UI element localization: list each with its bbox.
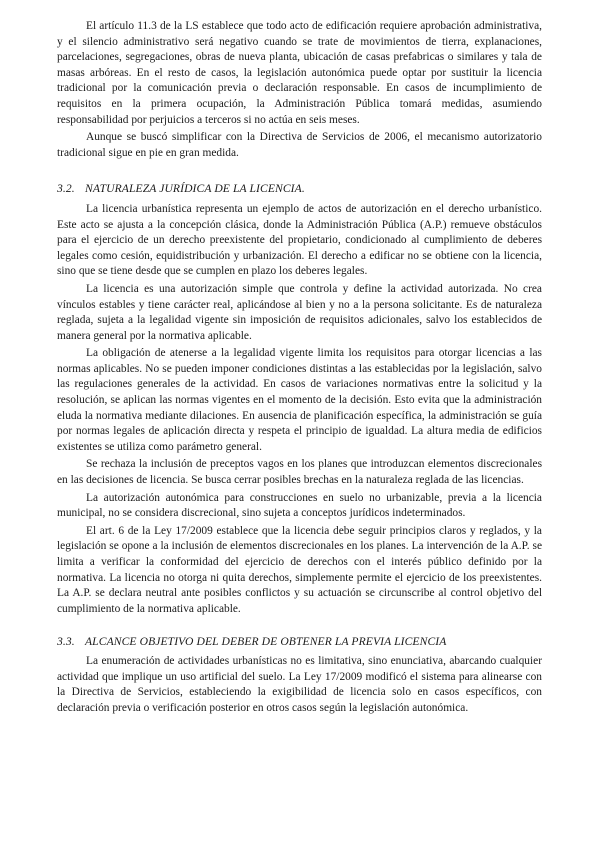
section-3-2-number: 3.2.	[57, 182, 75, 196]
section-3-3-title: ALCANCE OBJETIVO DEL DEBER DE OBTENER LA PREVIA LICENCIA	[85, 635, 447, 649]
intro-paragraph-2: Aunque se buscó simplificar con la Directiva de Servicios de 2006, el mecanismo autorizatorio tradicional sigue en pie en gran medida.	[57, 131, 542, 159]
section-3-3-heading	[57, 634, 542, 650]
intro-paragraph-1: El artículo 11.3 de la LS establece que todo acto de edificación requiere aprobación administrativa, y el silencio administrativo será negativo cuando se trate de movimientos de tierra, explanaciones, parcelaciones, segregaciones, obras de nueva planta, ubicación de casas prefabricas o similares y tala de masas arbóreas. En el resto de casos, la legislación autonómica puede optar por sustituir la licencia tradicional por la comunicación previa o declaración responsable. En casos de incumplimiento de requisitos en la primera ocupación, la Administración Pública tomará medidas, asumiendo responsabilidad por perjuicios a terceros si no actúa en seis meses.	[57, 20, 542, 126]
section-3-2-paragraph-6: El art. 6 de la Ley 17/2009 establece que la licencia debe seguir principios claros y reglados, y la legislación se opone a la inclusión de elementos discrecionales en los planes. La intervención de la A.P. se limita a verificar la conformidad del ejercicio de derechos con el interés público definido por la normativa. La licencia no otorga ni quita derechos, simplemente permite el ejercicio de los preexistentes. La A.P. se declara neutral ante posibles conflictos y su actuación se circunscribe al control objetivo del cumplimiento de la normativa aplicable.	[57, 524, 542, 615]
section-3-2-paragraph-3: La obligación de atenerse a la legalidad vigente limita los requisitos para otorgar licencias a las normas aplicables. No se pueden imponer condiciones distintas a las establecidas por la legislación, salvo las regulaciones generales de la actividad. En casos de variaciones normativas entre la solicitud y la resolución, se aplican las normas vigentes en el momento de la decisión. Esto evita que la administración eluda la normativa mediante dilaciones. En ausencia de planificación específica, la administración se guía por normas legales de aplicación directa y respeta el principio de igualdad. La altura media de edificios existentes se utiliza como parámetro general.	[57, 347, 542, 453]
section-3-2-heading	[57, 181, 542, 197]
section-3-2-title: NATURALEZA JURÍDICA DE LA LICENCIA.	[85, 182, 305, 196]
section-3-2-paragraph-1: La licencia urbanística representa un ejemplo de actos de autorización en el derecho urbanístico. Este acto se ajusta a la concepción clásica, donde la Administración Pública (A.P.) remueve obstáculos para el ejercicio de un derecho preexistente del propietario, condicionado al cumplimiento de deberes legales como cesión, equidistribución y urbanización. El derecho a edificar no se obtiene con la licencia, sino que se tiene desde que se cumplen en plazo los deberes legales.	[57, 202, 542, 278]
section-3-3-number: 3.3.	[57, 635, 75, 649]
section-3-2-paragraph-4: Se rechaza la inclusión de preceptos vagos en los planes que introduzcan elementos discrecionales en las decisiones de licencia. Se busca cerrar posibles brechas en la naturaleza reglada de las licencias.	[57, 458, 542, 487]
section-3-2-paragraph-5: La autorización autonómica para construcciones en suelo no urbanizable, previa a la licencia municipal, no se considera discrecional, sino sujeta a conceptos jurídicos indeterminados.	[57, 491, 542, 520]
section-3-2-paragraph-2: La licencia es una autorización simple que controla y define la actividad autorizada. No crea vínculos estables y tiene carácter real, aplicándose al bien y no a la persona solicitante. Es de naturaleza reglada, sujeta a la legalidad vigente sin imposición de requisitos adicionales, salvo los establecidos de manera general por la normativa aplicable.	[57, 282, 542, 342]
section-3-3-paragraph-1: La enumeración de actividades urbanísticas no es limitativa, sino enunciativa, abarcando cualquier actividad que implique un uso artificial del suelo. La Ley 17/2009 modificó el sistema para alinearse con la Directiva de Servicios, estableciendo la exigibilidad de licencia solo en casos específicos, con declaración previa o verificación posterior en otros casos según la legislación autonómica.	[57, 654, 542, 714]
